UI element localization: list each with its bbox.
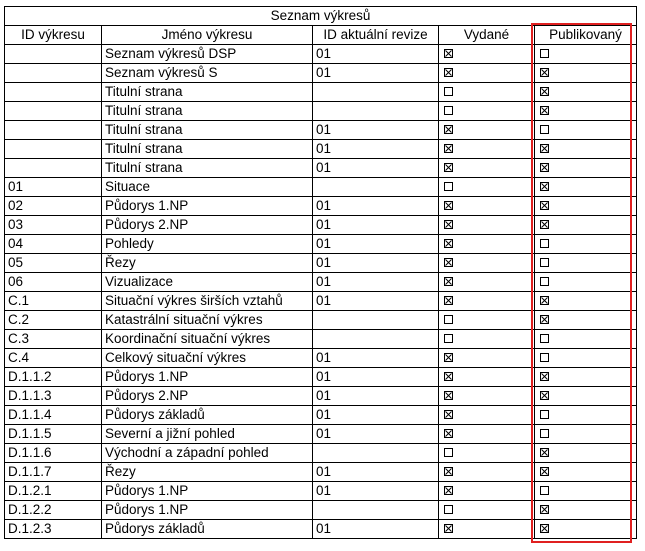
published-checkbox-cell[interactable] xyxy=(535,311,637,330)
revision-id-cell[interactable] xyxy=(313,178,439,197)
checkbox-unchecked-icon[interactable] xyxy=(444,334,453,343)
table-row[interactable] xyxy=(5,159,637,178)
drawing-name-cell[interactable]: Půdorys 2.NP xyxy=(102,216,313,235)
checkbox-checked-icon[interactable] xyxy=(540,524,549,533)
issued-checkbox-cell[interactable] xyxy=(439,501,535,520)
published-checkbox-cell[interactable] xyxy=(535,292,637,311)
issued-checkbox-cell[interactable] xyxy=(439,83,535,102)
revision-id-cell[interactable]: 01 xyxy=(313,45,439,64)
published-checkbox-cell[interactable] xyxy=(535,121,637,140)
issued-checkbox-cell[interactable] xyxy=(439,216,535,235)
checkbox-unchecked-icon[interactable] xyxy=(540,486,549,495)
checkbox-checked-icon[interactable] xyxy=(444,429,453,438)
checkbox-checked-icon[interactable] xyxy=(540,467,549,476)
issued-checkbox-cell[interactable] xyxy=(439,45,535,64)
checkbox-checked-icon[interactable] xyxy=(540,201,549,210)
revision-id-cell[interactable]: 01 xyxy=(313,292,439,311)
issued-checkbox-cell[interactable] xyxy=(439,368,535,387)
drawing-name-cell[interactable]: Vizualizace xyxy=(102,273,313,292)
checkbox-checked-icon[interactable] xyxy=(540,391,549,400)
revision-id-cell[interactable] xyxy=(313,102,439,121)
checkbox-checked-icon[interactable] xyxy=(444,201,453,210)
drawing-name-cell[interactable]: Situace xyxy=(102,178,313,197)
drawing-id-cell[interactable]: D.1.1.2 xyxy=(5,368,102,387)
issued-checkbox-cell[interactable] xyxy=(439,121,535,140)
published-checkbox-cell[interactable] xyxy=(535,45,637,64)
issued-checkbox-cell[interactable] xyxy=(439,444,535,463)
table-row[interactable] xyxy=(5,121,637,140)
table-row[interactable] xyxy=(5,482,637,501)
revision-id-cell[interactable]: 01 xyxy=(313,121,439,140)
issued-checkbox-cell[interactable] xyxy=(439,311,535,330)
published-checkbox-cell[interactable] xyxy=(535,501,637,520)
revision-id-cell[interactable] xyxy=(313,444,439,463)
drawing-name-cell[interactable]: Titulní strana xyxy=(102,83,313,102)
checkbox-unchecked-icon[interactable] xyxy=(540,258,549,267)
table-row[interactable] xyxy=(5,311,637,330)
issued-checkbox-cell[interactable] xyxy=(439,235,535,254)
published-checkbox-cell[interactable] xyxy=(535,140,637,159)
drawing-id-cell[interactable] xyxy=(5,64,102,83)
schedule-title: Seznam výkresů xyxy=(5,7,637,26)
issued-checkbox-cell[interactable] xyxy=(439,482,535,501)
issued-checkbox-cell[interactable] xyxy=(439,140,535,159)
checkbox-checked-icon[interactable] xyxy=(540,505,549,514)
revision-id-cell[interactable]: 01 xyxy=(313,520,439,539)
issued-checkbox-cell[interactable] xyxy=(439,292,535,311)
published-checkbox-cell[interactable] xyxy=(535,520,637,539)
checkbox-checked-icon[interactable] xyxy=(444,486,453,495)
table-row[interactable] xyxy=(5,425,637,444)
table-row[interactable] xyxy=(5,254,637,273)
published-checkbox-cell[interactable] xyxy=(535,330,637,349)
drawing-name-cell[interactable]: Půdorys 1.NP xyxy=(102,482,313,501)
revision-id-cell[interactable]: 01 xyxy=(313,159,439,178)
issued-checkbox-cell[interactable] xyxy=(439,387,535,406)
table-row[interactable] xyxy=(5,83,637,102)
published-checkbox-cell[interactable] xyxy=(535,368,637,387)
drawing-id-cell[interactable]: D.1.2.3 xyxy=(5,520,102,539)
issued-checkbox-cell[interactable] xyxy=(439,349,535,368)
checkbox-unchecked-icon[interactable] xyxy=(444,87,453,96)
checkbox-checked-icon[interactable] xyxy=(444,391,453,400)
published-checkbox-cell[interactable] xyxy=(535,83,637,102)
drawing-name-cell[interactable]: Koordinační situační výkres xyxy=(102,330,313,349)
table-row[interactable] xyxy=(5,235,637,254)
drawing-name-cell[interactable]: Titulní strana xyxy=(102,140,313,159)
checkbox-unchecked-icon[interactable] xyxy=(540,125,549,134)
published-checkbox-cell[interactable] xyxy=(535,216,637,235)
drawing-id-cell[interactable]: C.1 xyxy=(5,292,102,311)
revision-id-cell[interactable]: 01 xyxy=(313,406,439,425)
revision-id-cell[interactable] xyxy=(313,83,439,102)
checkbox-checked-icon[interactable] xyxy=(444,220,453,229)
drawing-id-cell[interactable] xyxy=(5,83,102,102)
table-row[interactable] xyxy=(5,349,637,368)
drawing-id-cell[interactable]: D.1.1.7 xyxy=(5,463,102,482)
drawing-id-cell[interactable]: C.4 xyxy=(5,349,102,368)
revision-id-cell[interactable]: 01 xyxy=(313,235,439,254)
checkbox-unchecked-icon[interactable] xyxy=(444,182,453,191)
table-row[interactable] xyxy=(5,501,637,520)
revision-id-cell[interactable]: 01 xyxy=(313,197,439,216)
checkbox-checked-icon[interactable] xyxy=(540,448,549,457)
revision-id-cell[interactable] xyxy=(313,330,439,349)
checkbox-checked-icon[interactable] xyxy=(444,410,453,419)
revision-id-cell[interactable]: 01 xyxy=(313,349,439,368)
table-row[interactable] xyxy=(5,178,637,197)
table-row[interactable] xyxy=(5,102,637,121)
revision-id-cell[interactable] xyxy=(313,501,439,520)
table-row[interactable] xyxy=(5,273,637,292)
drawing-id-cell[interactable] xyxy=(5,121,102,140)
checkbox-checked-icon[interactable] xyxy=(540,106,549,115)
checkbox-checked-icon[interactable] xyxy=(444,258,453,267)
drawing-id-cell[interactable]: D.1.1.6 xyxy=(5,444,102,463)
checkbox-unchecked-icon[interactable] xyxy=(444,448,453,457)
published-checkbox-cell[interactable] xyxy=(535,235,637,254)
issued-checkbox-cell[interactable] xyxy=(439,425,535,444)
column-header-drawing-name[interactable]: Jméno výkresu xyxy=(102,26,313,45)
table-row[interactable] xyxy=(5,330,637,349)
checkbox-unchecked-icon[interactable] xyxy=(540,429,549,438)
issued-checkbox-cell[interactable] xyxy=(439,159,535,178)
published-checkbox-cell[interactable] xyxy=(535,273,637,292)
checkbox-checked-icon[interactable] xyxy=(444,296,453,305)
drawing-id-cell[interactable]: D.1.1.5 xyxy=(5,425,102,444)
issued-checkbox-cell[interactable] xyxy=(439,102,535,121)
checkbox-checked-icon[interactable] xyxy=(540,315,549,324)
checkbox-unchecked-icon[interactable] xyxy=(540,410,549,419)
checkbox-checked-icon[interactable] xyxy=(444,277,453,286)
checkbox-checked-icon[interactable] xyxy=(540,182,549,191)
checkbox-unchecked-icon[interactable] xyxy=(540,277,549,286)
drawing-name-cell[interactable]: Půdorys 2.NP xyxy=(102,387,313,406)
drawing-id-cell[interactable]: 05 xyxy=(5,254,102,273)
checkbox-checked-icon[interactable] xyxy=(444,239,453,248)
checkbox-checked-icon[interactable] xyxy=(540,87,549,96)
drawing-id-cell[interactable]: 02 xyxy=(5,197,102,216)
issued-checkbox-cell[interactable] xyxy=(439,273,535,292)
drawing-name-cell[interactable]: Řezy xyxy=(102,463,313,482)
drawing-id-cell[interactable]: D.1.1.3 xyxy=(5,387,102,406)
issued-checkbox-cell[interactable] xyxy=(439,197,535,216)
revision-id-cell[interactable]: 01 xyxy=(313,273,439,292)
revision-id-cell[interactable]: 01 xyxy=(313,425,439,444)
issued-checkbox-cell[interactable] xyxy=(439,520,535,539)
published-checkbox-cell[interactable] xyxy=(535,349,637,368)
schedule-title-row xyxy=(5,7,637,26)
published-checkbox-cell[interactable] xyxy=(535,254,637,273)
table-row[interactable] xyxy=(5,45,637,64)
drawing-name-cell[interactable]: Seznam výkresů DSP xyxy=(102,45,313,64)
drawing-name-cell[interactable]: Situační výkres širších vztahů xyxy=(102,292,313,311)
checkbox-checked-icon[interactable] xyxy=(444,49,453,58)
checkbox-unchecked-icon[interactable] xyxy=(444,315,453,324)
table-row[interactable] xyxy=(5,387,637,406)
checkbox-unchecked-icon[interactable] xyxy=(444,505,453,514)
column-header-drawing-id[interactable]: ID výkresu xyxy=(5,26,102,45)
table-row[interactable] xyxy=(5,368,637,387)
drawing-id-cell[interactable] xyxy=(5,140,102,159)
table-row[interactable] xyxy=(5,444,637,463)
issued-checkbox-cell[interactable] xyxy=(439,64,535,83)
revision-id-cell[interactable]: 01 xyxy=(313,254,439,273)
published-checkbox-cell[interactable] xyxy=(535,159,637,178)
published-checkbox-cell[interactable] xyxy=(535,463,637,482)
drawing-name-cell[interactable]: Seznam výkresů S xyxy=(102,64,313,83)
drawing-name-cell[interactable]: Východní a západní pohled xyxy=(102,444,313,463)
revision-id-cell[interactable]: 01 xyxy=(313,216,439,235)
checkbox-checked-icon[interactable] xyxy=(540,144,549,153)
drawing-name-cell[interactable]: Celkový situační výkres xyxy=(102,349,313,368)
column-header-row xyxy=(5,26,637,45)
table-row[interactable] xyxy=(5,64,637,83)
table-row[interactable] xyxy=(5,197,637,216)
drawing-name-cell[interactable]: Pohledy xyxy=(102,235,313,254)
table-row[interactable] xyxy=(5,292,637,311)
published-checkbox-cell[interactable] xyxy=(535,482,637,501)
drawing-id-cell[interactable]: D.1.1.4 xyxy=(5,406,102,425)
issued-checkbox-cell[interactable] xyxy=(439,463,535,482)
drawing-id-cell[interactable]: C.3 xyxy=(5,330,102,349)
checkbox-unchecked-icon[interactable] xyxy=(540,49,549,58)
checkbox-unchecked-icon[interactable] xyxy=(540,353,549,362)
checkbox-checked-icon[interactable] xyxy=(444,372,453,381)
published-checkbox-cell[interactable] xyxy=(535,387,637,406)
checkbox-checked-icon[interactable] xyxy=(540,220,549,229)
issued-checkbox-cell[interactable] xyxy=(439,406,535,425)
checkbox-checked-icon[interactable] xyxy=(540,68,549,77)
issued-checkbox-cell[interactable] xyxy=(439,330,535,349)
revision-id-cell[interactable]: 01 xyxy=(313,387,439,406)
published-checkbox-cell[interactable] xyxy=(535,425,637,444)
drawing-name-cell[interactable]: Půdorys 1.NP xyxy=(102,368,313,387)
published-checkbox-cell[interactable] xyxy=(535,406,637,425)
revision-id-cell[interactable]: 01 xyxy=(313,463,439,482)
drawing-name-cell[interactable]: Katastrální situační výkres xyxy=(102,311,313,330)
revision-id-cell[interactable]: 01 xyxy=(313,482,439,501)
published-checkbox-cell[interactable] xyxy=(535,197,637,216)
drawing-id-cell[interactable]: 03 xyxy=(5,216,102,235)
drawing-id-cell[interactable] xyxy=(5,159,102,178)
column-header-current-revision[interactable]: ID aktuální revize xyxy=(313,26,439,45)
checkbox-unchecked-icon[interactable] xyxy=(540,239,549,248)
drawing-list-schedule xyxy=(4,6,637,539)
drawing-id-cell[interactable] xyxy=(5,45,102,64)
revision-id-cell[interactable]: 01 xyxy=(313,368,439,387)
drawing-name-cell[interactable]: Titulní strana xyxy=(102,102,313,121)
column-header-issued[interactable]: Vydané xyxy=(439,26,535,45)
revision-id-cell[interactable]: 01 xyxy=(313,64,439,83)
drawing-name-cell[interactable]: Severní a jižní pohled xyxy=(102,425,313,444)
checkbox-checked-icon[interactable] xyxy=(444,125,453,134)
drawing-name-cell[interactable]: Řezy xyxy=(102,254,313,273)
checkbox-checked-icon[interactable] xyxy=(444,524,453,533)
checkbox-checked-icon[interactable] xyxy=(540,163,549,172)
published-checkbox-cell[interactable] xyxy=(535,64,637,83)
table-row[interactable] xyxy=(5,406,637,425)
checkbox-unchecked-icon[interactable] xyxy=(540,334,549,343)
drawing-id-cell[interactable]: 06 xyxy=(5,273,102,292)
checkbox-checked-icon[interactable] xyxy=(444,163,453,172)
revision-id-cell[interactable] xyxy=(313,311,439,330)
drawing-name-cell[interactable]: Půdorys základů xyxy=(102,520,313,539)
drawing-id-cell[interactable] xyxy=(5,102,102,121)
drawing-name-cell[interactable]: Titulní strana xyxy=(102,159,313,178)
drawing-id-cell[interactable]: 01 xyxy=(5,178,102,197)
schedule-body xyxy=(5,45,637,539)
drawing-name-cell[interactable]: Titulní strana xyxy=(102,121,313,140)
drawing-name-cell[interactable]: Půdorys 1.NP xyxy=(102,197,313,216)
checkbox-checked-icon[interactable] xyxy=(444,68,453,77)
checkbox-unchecked-icon[interactable] xyxy=(444,106,453,115)
checkbox-checked-icon[interactable] xyxy=(540,372,549,381)
table-row[interactable] xyxy=(5,520,637,539)
issued-checkbox-cell[interactable] xyxy=(439,254,535,273)
drawing-id-cell[interactable]: D.1.2.1 xyxy=(5,482,102,501)
checkbox-checked-icon[interactable] xyxy=(540,296,549,305)
published-checkbox-cell[interactable] xyxy=(535,178,637,197)
checkbox-checked-icon[interactable] xyxy=(444,144,453,153)
published-checkbox-cell[interactable] xyxy=(535,444,637,463)
drawing-name-cell[interactable]: Půdorys 1.NP xyxy=(102,501,313,520)
checkbox-checked-icon[interactable] xyxy=(444,467,453,476)
issued-checkbox-cell[interactable] xyxy=(439,178,535,197)
column-header-published[interactable]: Publikovaný xyxy=(535,26,637,45)
table-row[interactable] xyxy=(5,140,637,159)
table-row[interactable] xyxy=(5,216,637,235)
drawing-name-cell[interactable]: Půdorys základů xyxy=(102,406,313,425)
table-row[interactable] xyxy=(5,463,637,482)
drawing-id-cell[interactable]: C.2 xyxy=(5,311,102,330)
revision-id-cell[interactable]: 01 xyxy=(313,140,439,159)
drawing-id-cell[interactable]: 04 xyxy=(5,235,102,254)
published-checkbox-cell[interactable] xyxy=(535,102,637,121)
checkbox-checked-icon[interactable] xyxy=(444,353,453,362)
drawing-id-cell[interactable]: D.1.2.2 xyxy=(5,501,102,520)
